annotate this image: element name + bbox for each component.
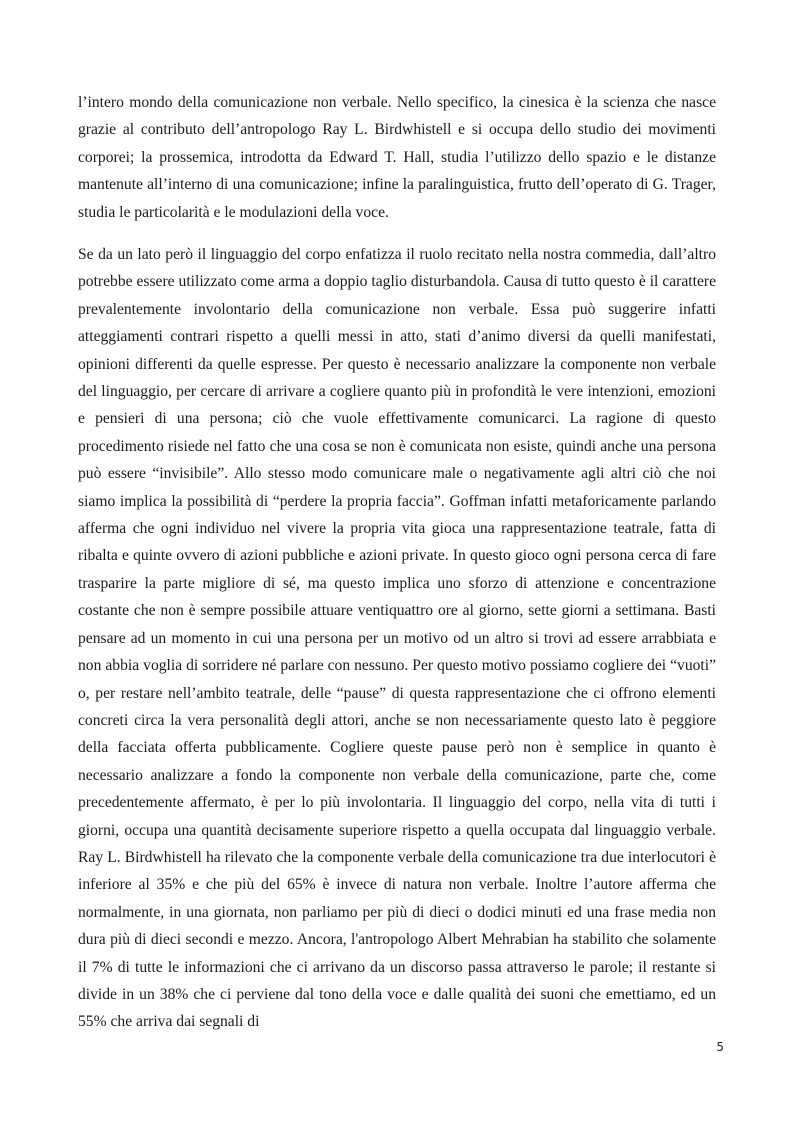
page-number: 5: [716, 1040, 724, 1054]
body-paragraph-1: l’intero mondo della comunicazione non verbale. Nello specifico, la cinesica è la scienza che nasce grazie al contributo dell’antropologo Ray L. Birdwhistell e si occupa dello studio dei movimenti corporei; la prossemica, introdotta da Edward T. Hall, studia l’utilizzo dello spazio e le distanze mantenute all’interno di una comunicazione; infine la paralinguistica, frutto dell’operato di G. Trager, studia le particolarità e le modulazioni della voce.: [78, 94, 716, 221]
body-paragraph-2: Se da un lato però il linguaggio del corpo enfatizza il ruolo recitato nella nostra commedia, dall’altro potrebbe essere utilizzato come arma a doppio taglio disturbandola. Causa di tutto questo è il carattere prevalentemente involontario della comunicazione non verbale. Essa può suggerire infatti atteggiamenti contrari rispetto a quelli messi in atto, stati d’animo diversi da quelli manifestati, opinioni differenti da quelle espresse. Per questo è necessario analizzare la componente non verbale del linguaggio, per cercare di arrivare a cogliere quanto più in profondità le vere intenzioni, emozioni e pensieri di una persona; ciò che vuole effettivamente comunicarci. La ragione di questo procedimento risiede nel fatto che una cosa se non è comunicata non esiste, quindi anche una persona può essere “invisibile”. Allo stesso modo comunicare male o negativamente agli altri ciò che noi siamo implica la possibilità di “perdere la propria faccia”. Goffman infatti metaforicamente parlando afferma che ogni individuo nel vivere la propria vita gioca una rappresentazione teatrale, fatta di ribalta e quinte ovvero di azioni pubbliche e azioni private. In questo gioco ogni persona cerca di fare trasparire la parte migliore di sé, ma questo implica uno sforzo di attenzione e concentrazione costante che non è sempre possibile attuare ventiquattro ore al giorno, sette giorni a settimana. Basti pensare ad un momento in cui una persona per un motivo od un altro si trovi ad essere arrabbiata e non abbia voglia di sorridere né parlare con nessuno. Per questo motivo possiamo cogliere dei “vuoti” o, per restare nell’ambito teatrale, delle “pause” di questa rappresentazione che ci offrono elementi concreti circa la vera personalità degli attori, anche se non necessariamente questo lato è peggiore della facciata offerta pubblicamente. Cogliere queste pause però non è semplice in quanto è necessario analizzare a fondo la componente non verbale della comunicazione, parte che, come precedentemente affermato, è per lo più involontaria. Il linguaggio del corpo, nella vita di tutti i giorni, occupa una quantità decisamente superiore rispetto a quella occupata dal linguaggio verbale. Ray L. Birdwhistell ha rilevato che la componente verbale della comunicazione tra due interlocutori è inferiore al 35% e che più del 65% è invece di natura non verbale. Inoltre l’autore afferma che normalmente, in una giornata, non parliamo per più di dieci o dodici minuti ed una frase media non dura più di dieci secondi e mezzo. Ancora, l'antropologo Albert Mehrabian ha stabilito che solamente il 7% di tutte le informazioni che ci arrivano da un discorso passa attraverso le parole; il restante si divide in un 38% che ci perviene dal tono della voce e dalle qualità dei suoni che emettiamo, ed un 55% che arriva dai segnali di: [78, 246, 716, 1031]
